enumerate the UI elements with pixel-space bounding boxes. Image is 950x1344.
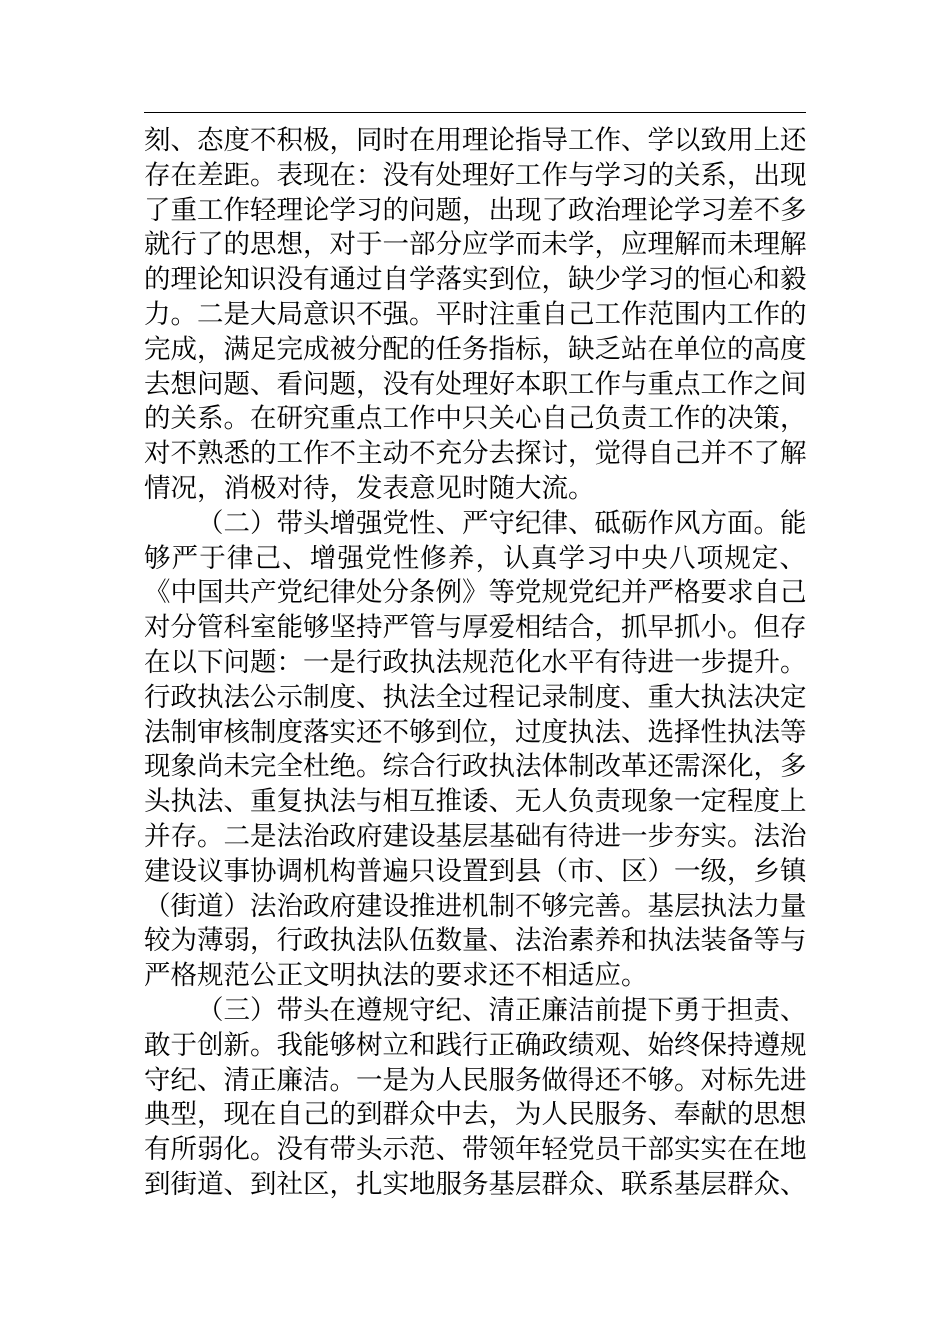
text-line: 较为薄弱，行政执法队伍数量、法治素养和执法装备等与 [144, 925, 806, 957]
text-line: （街道）法治政府建设推进机制不够完善。基层执法力量 [144, 890, 806, 922]
text-line: 敢于创新。我能够树立和践行正确政绩观、始终保持遵规 [144, 1029, 806, 1061]
text-line: 刻、态度不积极，同时在用理论指导工作、学以致用上还 [144, 125, 806, 156]
text-line: 并存。二是法治政府建设基层基础有待进一步夯实。法治 [144, 820, 806, 852]
text-line: 有所弱化。没有带头示范、带领年轻党员干部实实在在地 [144, 1134, 806, 1166]
text-line: 典型，现在自己的到群众中去，为人民服务、奉献的思想 [144, 1099, 806, 1131]
text-line: 到街道、到社区，扎实地服务基层群众、联系基层群众、 [144, 1168, 806, 1200]
text-line: 对不熟悉的工作不主动不充分去探讨，觉得自己并不了解 [144, 438, 806, 470]
section-heading-line: （二）带头增强党性、严守纪律、砥砺作风方面。能 [197, 507, 806, 539]
section-heading-line: （三）带头在遵规守纪、清正廉洁前提下勇于担责、 [197, 994, 806, 1026]
text-line: 的关系。在研究重点工作中只关心自己负责工作的决策， [144, 403, 806, 435]
text-line: 的理论知识没有通过自学落实到位，缺少学习的恒心和毅 [144, 264, 806, 296]
text-line: 存在差距。表现在：没有处理好工作与学习的关系，出现 [144, 159, 806, 191]
text-line: 《中国共产党纪律处分条例》等党规党纪并严格要求自己 [144, 577, 806, 609]
header-rule [144, 112, 806, 113]
text-line: 完成，满足完成被分配的任务指标，缺乏站在单位的高度 [144, 333, 806, 365]
text-line: 现象尚未完全杜绝。综合行政执法体制改革还需深化，多 [144, 751, 806, 783]
text-line: 力。二是大局意识不强。平时注重自己工作范围内工作的 [144, 298, 806, 330]
text-line: 法制审核制度落实还不够到位，过度执法、选择性执法等 [144, 716, 806, 748]
text-line: 严格规范公正文明执法的要求还不相适应。 [144, 960, 648, 992]
text-line: 行政执法公示制度、执法全过程记录制度、重大执法决定 [144, 681, 806, 713]
text-line: 头执法、重复执法与相互推诿、无人负责现象一定程度上 [144, 786, 806, 818]
text-line: 就行了的思想，对于一部分应学而未学，应理解而未理解 [144, 229, 806, 261]
text-line: 建设议事协调机构普遍只设置到县（市、区）一级，乡镇 [144, 855, 806, 887]
text-line: 了重工作轻理论学习的问题，出现了政治理论学习差不多 [144, 194, 806, 226]
body-text [144, 124, 806, 1203]
text-line: 在以下问题：一是行政执法规范化水平有待进一步提升。 [144, 646, 806, 678]
text-line: 够严于律己、增强党性修养，认真学习中央八项规定、 [144, 542, 806, 574]
text-line: 去想问题、看问题，没有处理好本职工作与重点工作之间 [144, 368, 806, 400]
text-line: 守纪、清正廉洁。一是为人民服务做得还不够。对标先进 [144, 1064, 806, 1096]
text-line: 情况，消极对待，发表意见时随大流。 [144, 472, 595, 504]
text-line: 对分管科室能够坚持严管与厚爱相结合，抓早抓小。但存 [144, 612, 806, 644]
